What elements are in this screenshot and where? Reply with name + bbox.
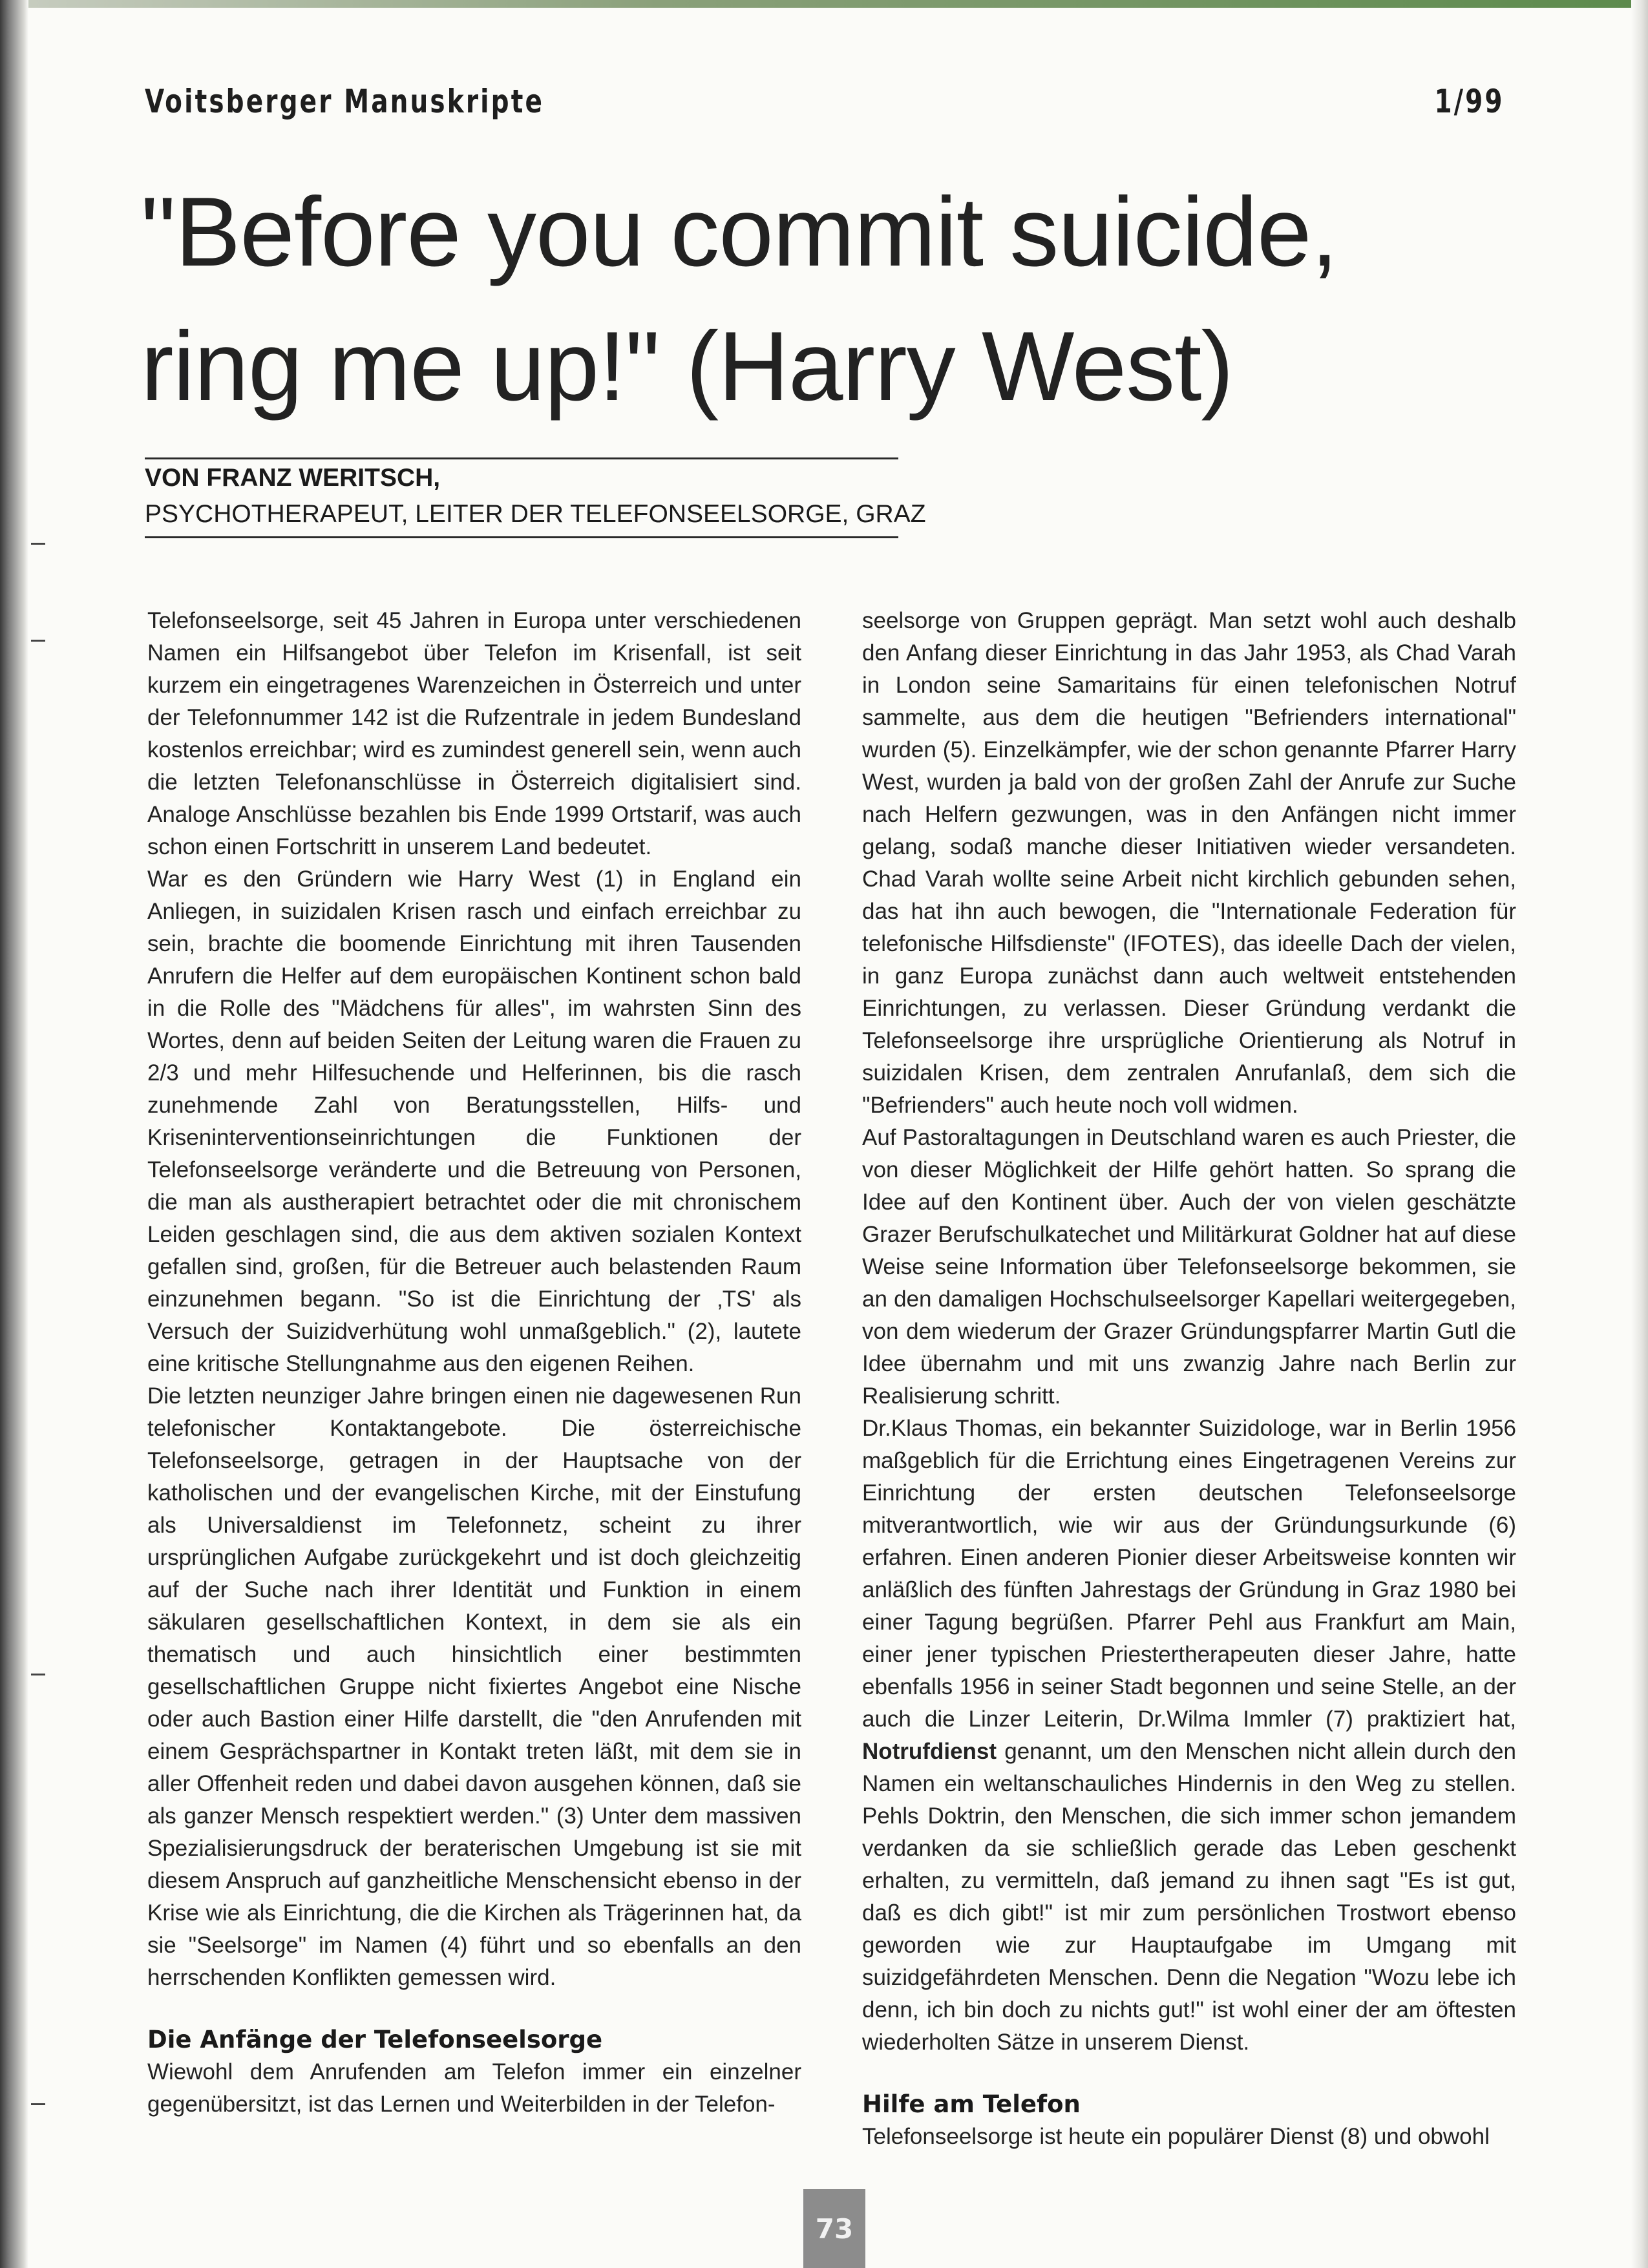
byline-role: PSYCHOTHERAPEUT, LEITER DER TELEFONSEELSORGE, GRAZ [145,500,926,528]
paragraph: Auf Pastoraltagungen in Deutschland waren es auch Priester, die von dieser Möglichkeit der Hilfe gehört hatten. So sprang die Idee auf den Kontinent über. Auch der von vielen geschätzte Grazer Berufschulkatechet und Militärkurat Goldner hat auf diese Weise seine Information über Telefonseelsorge bekommen, sie an den damaligen Hochschulseelsorger Kapellari weitergegeben, von dem wiederum der Grazer Gründungspfarrer Martin Gutl die Idee übernahm und mit uns zwanzig Jahre nach Berlin zur Realisierung schritt. [862,1125,1516,1409]
binding-mark [31,1674,45,1675]
left-column [147,605,801,2121]
byline [145,460,926,532]
issue-number: 1/99 [1434,83,1505,120]
paragraph: Wiewohl dem Anrufenden am Telefon immer ein einzelner gegenübersitzt, ist das Lernen und Weiterbilden in der Telefon- [147,2059,801,2117]
byline-rule-top [145,457,898,459]
paragraph-text: Dr.Klaus Thomas, ein bekannter Suizidologe, war in Berlin 1956 maßgeblich für die Errichtung eines Eingetragenen Vereins zur Einrichtung der ersten deutschen Telefonseelsorge mitverantwortlich, wie wir aus der Gründungsurkunde (6) erfahren. Einen anderen Pionier dieser Arbeitsweise konnten wir anläßlich des fünften Jahrestags der Gründung in Graz 1980 bei einer Tagung begrüßen. Pfarrer Pehl aus Frankfurt am Main, einer jener typischen Priestertherapeuten dieser Jahre, hatte ebenfalls 1956 in seiner Stadt begonnen und seine Stelle, an der auch die Linzer Leiterin, Dr.Wilma Immler (7) praktiziert hat, [862,1416,1516,1732]
paragraph: War es den Gründern wie Harry West (1) in England ein Anliegen, in suizidalen Krisen rasch und einfach erreichbar zu sein, brachte die boomende Einrichtung mit ihren Tausenden Anrufern die Helfer auf dem europäischen Kontinent schon bald in die Rolle des "Mädchens für alles", im wahrsten Sinn des Wortes, denn auf beiden Seiten der Leitung waren die Frauen zu 2/3 und mehr Hilfesuchende und Helferinnen, bis die rasch zunehmende Zahl von Beratungsstellen, Hilfs- und Kriseninterventionseinrichtungen die Funktionen der Telefonseelsorge veränderte und die Betreuung von Personen, die man als austherapiert betrachtet oder die mit chronischem Leiden geschlagen sind, die aus dem aktiven sozialen Kontext gefallen sind, großen, für die Betreuer auch belastenden Raum einzunehmen begann. "So ist die Einrichtung der ‚TS' als Versuch der Suizidverhütung wohl unmaßgeblich." (2), lautete eine kritische Stellungnahme aus den eigenen Reihen. [147,866,801,1376]
byline-rule-bottom [145,536,898,538]
scan-left-edge [0,0,28,2268]
page-number: 73 [803,2189,865,2268]
section-heading: Die Anfänge der Telefonseelsorge [147,2026,603,2053]
binding-mark [31,2103,45,2105]
article-title-line: ring me up!" (Harry West) [141,311,1234,421]
article-title-line: "Before you commit suicide, [141,177,1338,287]
binding-mark [31,640,45,642]
scan-top-edge [0,0,1648,8]
paragraph: Die letzten neunziger Jahre bringen einen nie dagewesenen Run telefonischer Kontaktangebote. Die österreichische Telefonseelsorge, getragen in der Hauptsache von der katholischen und der evangelischen Kirche, mit der Einstufung als Universaldienst im Telefonnetz, scheint zu ihrer ursprünglichen Aufgabe zurückgekehrt und ist doch gleichzeitig auf der Suche nach ihrer Identität und Funktion in einem säkularen gesellschaftlichen Kontext, in dem sie als ein thematisch und auch hinsichtlich einer bestimmten gesellschaftlichen Gruppe nicht fixiertes Angebot eine Nische oder auch Bastion einer Hilfe darstellt, die "den Anrufenden mit einem Gesprächspartner in Kontakt treten läßt, mit dem sie in aller Offenheit reden und dabei davon ausgehen können, daß sie als ganzer Mensch respektiert werden." (3) Unter dem massiven Spezialisierungsdruck der beraterischen Umgebung ist sie mit diesem Anspruch auf ganzheitliche Menschensicht ebenso in der Krise wie als Einrichtung, die die Kirchen als Trägerinnen hat, da sie "Seelsorge" im Namen (4) führt und so ebenfalls an den herrschenden Konflikten gemessen wird. [147,1383,801,1990]
paragraph: Telefonseelsorge ist heute ein populärer Dienst (8) und obwohl [862,2124,1490,2149]
paragraph: Telefonseelsorge, seit 45 Jahren in Europa unter verschiedenen Namen ein Hilfsangebot über Telefon im Krisenfall, ist seit kurzem ein eingetragenes Warenzeichen in Österreich und unter der Telefonnummer 142 ist die Rufzentrale in jedem Bundesland kostenlos erreichbar; wird es zumindest generell sein, wenn auch die letzten Telefonanschlüsse in Österreich digitalisiert sind. Analoge Anschlüsse bezahlen bis Ende 1999 Ortstarif, was auch schon einen Fortschritt in unserem Land bedeutet. [147,608,801,859]
scan-right-edge [1631,0,1648,2268]
paragraph: seelsorge von Gruppen geprägt. Man setzt wohl auch deshalb den Anfang dieser Einrichtung in das Jahr 1953, als Chad Varah in London seine Samaritains für einen telefonischen Notruf sammelte, aus dem die heutigen "Befrienders international" wurden (5). Einzelkämpfer, wie der schon genannte Pfarrer Harry West, wurden ja bald von der großen Zahl der Anrufe zur Suche nach Helfern gezwungen, was in den Anfängen nicht immer gelang, sodaß manche dieser Initiativen wieder versandeten. Chad Varah wollte seine Arbeit nicht kirchlich gebunden sehen, das hat ihn auch bewogen, die "Internationale Federation für telefonische Hilfsdienste" (IFOTES), das ideelle Dach der vielen, in ganz Europa zunächst dann auch weltweit entstehenden Einrichtungen, zu verlassen. Dieser Gründung verdankt die Telefonseelsorge ihre ursprügliche Orientierung als Notruf in suizidalen Krisen, dem zentralen Anrufanlaß, dem sich die "Befrienders" auch heute noch voll widmen. [862,608,1516,1118]
binding-mark [31,543,45,545]
byline-author: VON FRANZ WERITSCH, [145,464,441,492]
journal-name: Voitsberger Manuskripte [145,83,545,120]
right-column [862,605,1516,2153]
paragraph-text: genannt, um den Menschen nicht allein durch den Namen ein weltanschauliches Hindernis in den Weg zu stellen. Pehls Doktrin, den Menschen, die sich immer schon jemandem verdanken da sie schließlich gerade das Leben geschenkt erhalten, zu vermitteln, daß jemand zu ihnen sagt "Es ist gut, daß es dich gibt!" ist mir zum persönlichen Trostwort ebenso geworden wie zur Hauptaufgabe im Umgang mit suizidgefährdeten Menschen. Denn die Negation "Wozu lebe ich denn, ich bin doch zu nichts gut!" ist wohl einer der am öftesten wiederholten Sätze in unserem Dienst. [862,1739,1516,2055]
section-heading: Hilfe am Telefon [862,2090,1081,2118]
paragraph [862,1412,1516,2059]
emphasis-term: Notrufdienst [862,1739,997,1764]
article-title [141,165,1530,434]
